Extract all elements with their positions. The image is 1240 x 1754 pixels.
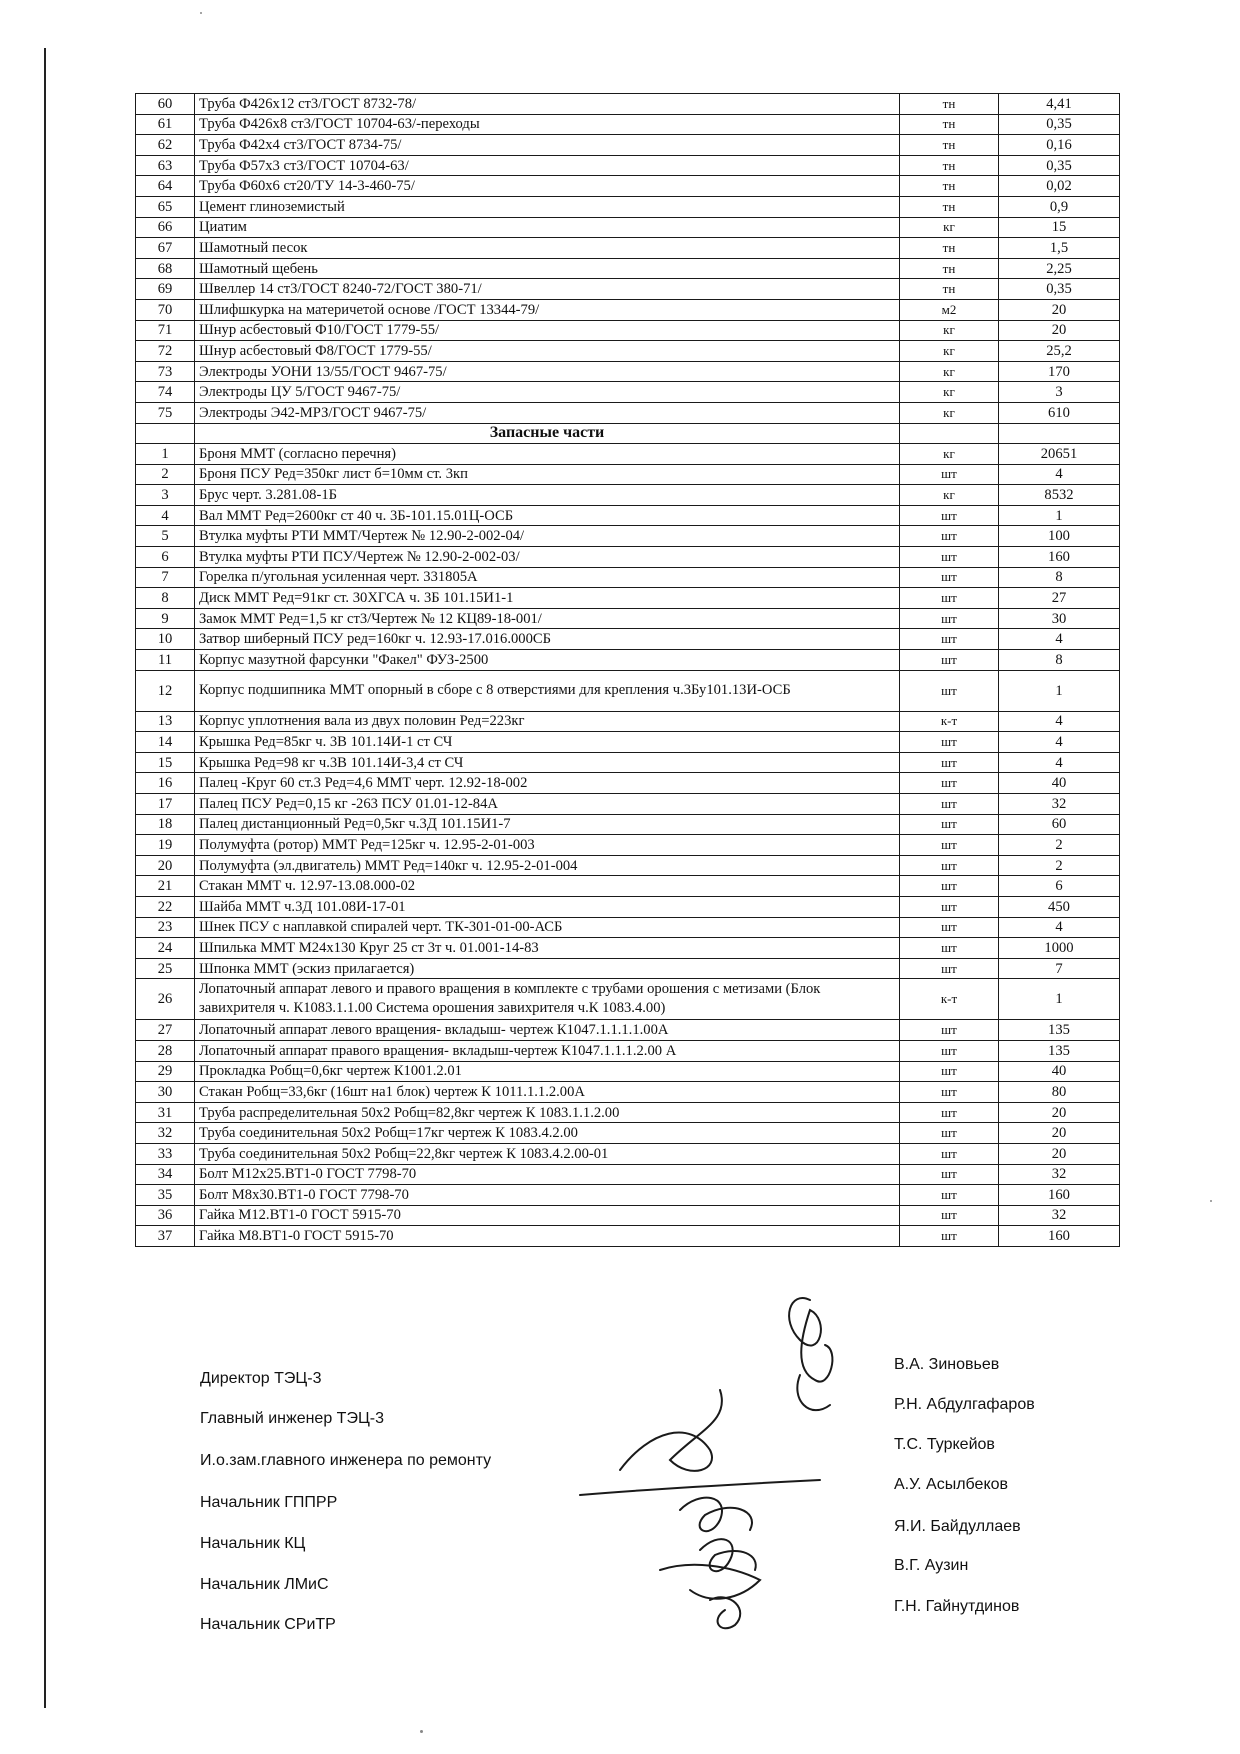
table-row <box>136 258 1120 279</box>
table-row <box>136 1020 1120 1041</box>
materials-table-body <box>136 94 1120 1247</box>
item-quantity: 27 <box>999 588 1120 609</box>
row-number: 69 <box>136 279 195 300</box>
table-row <box>136 155 1120 176</box>
table-row <box>136 217 1120 238</box>
row-number: 26 <box>136 979 195 1020</box>
item-quantity: 4 <box>999 752 1120 773</box>
item-unit: шт <box>900 814 999 835</box>
item-unit: шт <box>900 752 999 773</box>
item-unit: шт <box>900 773 999 794</box>
item-name: Лопаточный аппарат левого и правого вращения в комплекте с трубами орошения с метизами (Блок завихрителя ч. К1083.1.1.00 Система орошения завихрителя ч.К 1083.4.00) <box>195 979 900 1020</box>
item-quantity: 0,35 <box>999 114 1120 135</box>
item-unit: кг <box>900 361 999 382</box>
row-number: 65 <box>136 196 195 217</box>
table-row <box>136 94 1120 115</box>
item-quantity: 25,2 <box>999 341 1120 362</box>
table-row <box>136 711 1120 732</box>
item-quantity: 160 <box>999 547 1120 568</box>
row-number: 12 <box>136 670 195 711</box>
item-quantity: 1,5 <box>999 238 1120 259</box>
item-unit: шт <box>900 938 999 959</box>
item-name: Лопаточный аппарат левого вращения- вкладыш- чертеж К1047.1.1.1.1.00А <box>195 1020 900 1041</box>
item-name: Броня ММТ (согласно перечня) <box>195 444 900 465</box>
item-unit: кг <box>900 382 999 403</box>
item-name: Палец ПСУ Ред=0,15 кг -263 ПСУ 01.01-12-84А <box>195 794 900 815</box>
item-name: Полумуфта (эл.двигатель) ММТ Ред=140кг ч. 12.95-2-01-004 <box>195 855 900 876</box>
item-unit: шт <box>900 650 999 671</box>
table-row <box>136 732 1120 753</box>
item-quantity: 4 <box>999 917 1120 938</box>
item-unit: тн <box>900 114 999 135</box>
table-row <box>136 299 1120 320</box>
item-quantity: 1 <box>999 670 1120 711</box>
item-unit: шт <box>900 608 999 629</box>
row-number: 30 <box>136 1082 195 1103</box>
row-number: 74 <box>136 382 195 403</box>
item-quantity: 450 <box>999 896 1120 917</box>
row-number: 20 <box>136 855 195 876</box>
item-quantity: 1 <box>999 979 1120 1020</box>
item-quantity: 4,41 <box>999 94 1120 115</box>
row-number: 13 <box>136 711 195 732</box>
table-row <box>136 279 1120 300</box>
item-name: Швеллер 14 ст3/ГОСТ 8240-72/ГОСТ 380-71/ <box>195 279 900 300</box>
item-name: Труба Ф426х12 ст3/ГОСТ 8732-78/ <box>195 94 900 115</box>
item-quantity: 20 <box>999 299 1120 320</box>
table-row <box>136 958 1120 979</box>
item-unit: шт <box>900 505 999 526</box>
item-quantity: 32 <box>999 1205 1120 1226</box>
scan-speck <box>1210 1200 1212 1202</box>
item-name: Болт М12х25.ВТ1-0 ГОСТ 7798-70 <box>195 1164 900 1185</box>
item-quantity: 4 <box>999 732 1120 753</box>
item-unit: шт <box>900 1185 999 1206</box>
table-row <box>136 1123 1120 1144</box>
table-row <box>136 114 1120 135</box>
item-name: Гайка М12.ВТ1-0 ГОСТ 5915-70 <box>195 1205 900 1226</box>
item-name: Труба Ф60х6 ст20/ТУ 14-3-460-75/ <box>195 176 900 197</box>
table-row <box>136 1040 1120 1061</box>
table-row <box>136 938 1120 959</box>
item-name: Палец -Круг 60 ст.3 Ред=4,6 ММТ черт. 12.92-18-002 <box>195 773 900 794</box>
item-name: Броня ПСУ Ред=350кг лист б=10мм ст. 3кп <box>195 464 900 485</box>
item-quantity: 8532 <box>999 485 1120 506</box>
item-name: Шнек ПСУ с наплавкой спиралей черт. ТК-301-01-00-АСБ <box>195 917 900 938</box>
item-quantity: 135 <box>999 1020 1120 1041</box>
item-quantity: 0,16 <box>999 135 1120 156</box>
signatory-title: Начальник ЛМиС <box>200 1576 329 1593</box>
table-row <box>136 794 1120 815</box>
table-row <box>136 588 1120 609</box>
item-unit: шт <box>900 1020 999 1041</box>
item-name: Труба распределительная 50х2 Робщ=82,8кг чертеж К 1083.1.1.2.00 <box>195 1102 900 1123</box>
table-row <box>136 444 1120 465</box>
item-quantity: 4 <box>999 464 1120 485</box>
table-row <box>136 1164 1120 1185</box>
item-quantity: 20 <box>999 1102 1120 1123</box>
item-unit: шт <box>900 855 999 876</box>
item-name: Корпус уплотнения вала из двух половин Ред=223кг <box>195 711 900 732</box>
item-unit: тн <box>900 155 999 176</box>
item-unit: м2 <box>900 299 999 320</box>
table-row <box>136 814 1120 835</box>
item-unit: шт <box>900 629 999 650</box>
left-margin-rule <box>44 48 46 1708</box>
item-quantity: 32 <box>999 794 1120 815</box>
signatory-name: Т.С. Туркейов <box>894 1436 995 1453</box>
signatory-name: А.У. Асылбеков <box>894 1476 1009 1493</box>
row-number: 68 <box>136 258 195 279</box>
item-unit: шт <box>900 588 999 609</box>
item-quantity: 0,35 <box>999 155 1120 176</box>
row-number: 10 <box>136 629 195 650</box>
item-name: Диск ММТ Ред=91кг ст. 30ХГСА ч. 3Б 101.15И1-1 <box>195 588 900 609</box>
item-quantity: 100 <box>999 526 1120 547</box>
item-name: Горелка п/угольная усиленная черт. 331805А <box>195 567 900 588</box>
row-number: 35 <box>136 1185 195 1206</box>
item-unit: кг <box>900 341 999 362</box>
item-quantity: 160 <box>999 1185 1120 1206</box>
table-row <box>136 402 1120 423</box>
item-name: Полумуфта (ротор) ММТ Ред=125кг ч. 12.95-2-01-003 <box>195 835 900 856</box>
table-row <box>136 835 1120 856</box>
row-number: 36 <box>136 1205 195 1226</box>
row-number: 64 <box>136 176 195 197</box>
item-name: Стакан ММТ ч. 12.97-13.08.000-02 <box>195 876 900 897</box>
item-name: Электроды УОНИ 13/55/ГОСТ 9467-75/ <box>195 361 900 382</box>
item-unit: тн <box>900 94 999 115</box>
item-quantity: 0,9 <box>999 196 1120 217</box>
row-number: 27 <box>136 1020 195 1041</box>
table-row <box>136 896 1120 917</box>
signatory-name: Я.И. Байдуллаев <box>894 1518 1021 1535</box>
item-name: Брус черт. 3.281.08-1Б <box>195 485 900 506</box>
row-number: 11 <box>136 650 195 671</box>
item-quantity: 40 <box>999 1061 1120 1082</box>
row-number: 7 <box>136 567 195 588</box>
item-name: Шамотный песок <box>195 238 900 259</box>
materials-table <box>135 93 1120 1247</box>
table-row <box>136 547 1120 568</box>
item-unit: шт <box>900 547 999 568</box>
signature-block <box>200 1356 1100 1633</box>
signatory-name: В.А. Зиновьев <box>894 1356 1000 1373</box>
item-name: Вал ММТ Ред=2600кг ст 40 ч. 3Б-101.15.01Ц-ОСБ <box>195 505 900 526</box>
table-row <box>136 341 1120 362</box>
item-name: Электроды Э42-МРЗ/ГОСТ 9467-75/ <box>195 402 900 423</box>
row-number: 18 <box>136 814 195 835</box>
table-row <box>136 238 1120 259</box>
item-unit: шт <box>900 1102 999 1123</box>
item-unit: шт <box>900 1061 999 1082</box>
item-quantity: 4 <box>999 711 1120 732</box>
item-quantity: 30 <box>999 608 1120 629</box>
item-quantity: 0,02 <box>999 176 1120 197</box>
item-name: Труба Ф42х4 ст3/ГОСТ 8734-75/ <box>195 135 900 156</box>
signatory-title: Начальник ГППРР <box>200 1494 338 1511</box>
row-number: 2 <box>136 464 195 485</box>
item-unit: тн <box>900 258 999 279</box>
item-name: Труба соединительная 50х2 Робщ=17кг чертеж К 1083.4.2.00 <box>195 1123 900 1144</box>
item-unit: шт <box>900 876 999 897</box>
row-number: 22 <box>136 896 195 917</box>
signatory-title: Начальник КЦ <box>200 1535 306 1552</box>
signatory-title: И.о.зам.главного инженера по ремонту <box>200 1452 492 1469</box>
row-number: 31 <box>136 1102 195 1123</box>
item-name: Корпус подшипника ММТ опорный в сборе с 8 отверстиями для крепления ч.3Бу101.13И-ОСБ <box>195 670 900 711</box>
item-quantity: 8 <box>999 567 1120 588</box>
item-quantity: 60 <box>999 814 1120 835</box>
item-name: Палец дистанционный Ред=0,5кг ч.3Д 101.15И1-7 <box>195 814 900 835</box>
item-quantity: 20 <box>999 1143 1120 1164</box>
item-quantity: 170 <box>999 361 1120 382</box>
row-number: 67 <box>136 238 195 259</box>
item-quantity: 6 <box>999 876 1120 897</box>
row-number: 8 <box>136 588 195 609</box>
item-name: Корпус мазутной фарсунки "Факел" ФУЗ-2500 <box>195 650 900 671</box>
row-number: 66 <box>136 217 195 238</box>
item-name: Гайка М8.ВТ1-0 ГОСТ 5915-70 <box>195 1226 900 1247</box>
item-name: Крышка Ред=85кг ч. 3В 101.14И-1 ст СЧ <box>195 732 900 753</box>
table-row <box>136 320 1120 341</box>
item-quantity: 610 <box>999 402 1120 423</box>
row-number: 6 <box>136 547 195 568</box>
item-unit: шт <box>900 1205 999 1226</box>
row-number: 28 <box>136 1040 195 1061</box>
table-row <box>136 464 1120 485</box>
table-row <box>136 196 1120 217</box>
table-row <box>136 752 1120 773</box>
table-row <box>136 629 1120 650</box>
item-name: Втулка муфты РТИ ММТ/Чертеж № 12.90-2-002-04/ <box>195 526 900 547</box>
row-number: 24 <box>136 938 195 959</box>
item-unit: шт <box>900 567 999 588</box>
row-number: 72 <box>136 341 195 362</box>
item-unit: шт <box>900 958 999 979</box>
item-quantity: 2 <box>999 835 1120 856</box>
row-number: 23 <box>136 917 195 938</box>
item-unit: кг <box>900 217 999 238</box>
item-unit: тн <box>900 176 999 197</box>
item-quantity: 32 <box>999 1164 1120 1185</box>
item-quantity: 135 <box>999 1040 1120 1061</box>
table-row <box>136 361 1120 382</box>
item-quantity: 2 <box>999 855 1120 876</box>
table-row <box>136 1185 1120 1206</box>
item-quantity: 80 <box>999 1082 1120 1103</box>
row-number: 32 <box>136 1123 195 1144</box>
row-number: 17 <box>136 794 195 815</box>
item-name: Шамотный щебень <box>195 258 900 279</box>
table-row <box>136 650 1120 671</box>
item-unit: шт <box>900 732 999 753</box>
section-heading-row <box>136 423 1120 444</box>
item-name: Труба Ф57х3 ст3/ГОСТ 10704-63/ <box>195 155 900 176</box>
row-number: 71 <box>136 320 195 341</box>
item-quantity: 160 <box>999 1226 1120 1247</box>
item-unit: тн <box>900 196 999 217</box>
item-name: Шпилька ММТ М24х130 Круг 25 ст 3т ч. 01.001-14-83 <box>195 938 900 959</box>
item-quantity: 2,25 <box>999 258 1120 279</box>
table-row <box>136 608 1120 629</box>
row-number: 61 <box>136 114 195 135</box>
table-row <box>136 567 1120 588</box>
signatory-name: Г.Н. Гайнутдинов <box>894 1598 1020 1615</box>
scan-speck <box>420 1730 423 1733</box>
table-row <box>136 670 1120 711</box>
item-name: Электроды ЦУ 5/ГОСТ 9467-75/ <box>195 382 900 403</box>
item-unit: к-т <box>900 711 999 732</box>
table-row <box>136 1102 1120 1123</box>
item-quantity: 1000 <box>999 938 1120 959</box>
item-unit: тн <box>900 238 999 259</box>
item-quantity: 20651 <box>999 444 1120 465</box>
item-quantity: 3 <box>999 382 1120 403</box>
table-row <box>136 1082 1120 1103</box>
item-name: Стакан Робщ=33,6кг (16шт на1 блок) чертеж К 1011.1.1.2.00А <box>195 1082 900 1103</box>
row-number: 34 <box>136 1164 195 1185</box>
row-number: 70 <box>136 299 195 320</box>
item-unit: шт <box>900 464 999 485</box>
item-name: Труба Ф426х8 ст3/ГОСТ 10704-63/-переходы <box>195 114 900 135</box>
item-unit: тн <box>900 279 999 300</box>
item-unit: шт <box>900 1040 999 1061</box>
row-number: 62 <box>136 135 195 156</box>
table-row <box>136 135 1120 156</box>
row-number: 16 <box>136 773 195 794</box>
item-name: Цемент глиноземистый <box>195 196 900 217</box>
item-quantity: 4 <box>999 629 1120 650</box>
item-name: Крышка Ред=98 кг ч.3В 101.14И-3,4 ст СЧ <box>195 752 900 773</box>
row-number: 3 <box>136 485 195 506</box>
item-quantity: 40 <box>999 773 1120 794</box>
signatory-title: Директор ТЭЦ-3 <box>200 1370 322 1387</box>
table-row <box>136 855 1120 876</box>
table-row <box>136 526 1120 547</box>
signatory-name: В.Г. Аузин <box>894 1557 969 1574</box>
item-quantity: 20 <box>999 320 1120 341</box>
item-name: Втулка муфты РТИ ПСУ/Чертеж № 12.90-2-002-03/ <box>195 547 900 568</box>
table-row <box>136 505 1120 526</box>
item-name: Прокладка Робщ=0,6кг чертеж К1001.2.01 <box>195 1061 900 1082</box>
item-unit: к-т <box>900 979 999 1020</box>
item-name: Лопаточный аппарат правого вращения- вкладыш-чертеж К1047.1.1.1.2.00 А <box>195 1040 900 1061</box>
item-name: Шайба ММТ ч.3Д 101.08И-17-01 <box>195 896 900 917</box>
row-number: 5 <box>136 526 195 547</box>
row-number: 60 <box>136 94 195 115</box>
table-row <box>136 1143 1120 1164</box>
row-number: 1 <box>136 444 195 465</box>
row-number: 33 <box>136 1143 195 1164</box>
table-row <box>136 773 1120 794</box>
item-quantity: 0,35 <box>999 279 1120 300</box>
table-row <box>136 1226 1120 1247</box>
table-row <box>136 1061 1120 1082</box>
item-unit: шт <box>900 1123 999 1144</box>
item-quantity: 1 <box>999 505 1120 526</box>
empty-cell <box>900 423 999 444</box>
row-number: 14 <box>136 732 195 753</box>
row-number: 73 <box>136 361 195 382</box>
row-number: 4 <box>136 505 195 526</box>
item-unit: тн <box>900 135 999 156</box>
section-heading: Запасные части <box>195 423 900 444</box>
item-unit: шт <box>900 896 999 917</box>
empty-cell <box>136 423 195 444</box>
item-name: Замок ММТ Ред=1,5 кг ст3/Чертеж № 12 КЦ89-18-001/ <box>195 608 900 629</box>
item-name: Шпонка ММТ (эскиз прилагается) <box>195 958 900 979</box>
table-row <box>136 876 1120 897</box>
item-unit: шт <box>900 835 999 856</box>
item-unit: кг <box>900 444 999 465</box>
row-number: 21 <box>136 876 195 897</box>
item-name: Затвор шиберный ПСУ ред=160кг ч. 12.93-17.016.000СБ <box>195 629 900 650</box>
item-name: Шлифшкурка на материчетой основе /ГОСТ 13344-79/ <box>195 299 900 320</box>
row-number: 29 <box>136 1061 195 1082</box>
signatory-title: Главный инженер ТЭЦ-3 <box>200 1410 385 1427</box>
empty-cell <box>999 423 1120 444</box>
table-row <box>136 485 1120 506</box>
item-quantity: 7 <box>999 958 1120 979</box>
item-unit: шт <box>900 1082 999 1103</box>
item-name: Болт М8х30.ВТ1-0 ГОСТ 7798-70 <box>195 1185 900 1206</box>
row-number: 37 <box>136 1226 195 1247</box>
item-unit: шт <box>900 917 999 938</box>
table-row <box>136 176 1120 197</box>
item-quantity: 15 <box>999 217 1120 238</box>
table-row <box>136 917 1120 938</box>
item-quantity: 20 <box>999 1123 1120 1144</box>
item-unit: шт <box>900 526 999 547</box>
item-unit: шт <box>900 794 999 815</box>
item-quantity: 8 <box>999 650 1120 671</box>
item-unit: шт <box>900 1164 999 1185</box>
row-number: 75 <box>136 402 195 423</box>
item-name: Шнур асбестовый Ф8/ГОСТ 1779-55/ <box>195 341 900 362</box>
item-name: Труба соединительная 50х2 Робщ=22,8кг чертеж К 1083.4.2.00-01 <box>195 1143 900 1164</box>
row-number: 25 <box>136 958 195 979</box>
row-number: 63 <box>136 155 195 176</box>
item-unit: кг <box>900 485 999 506</box>
row-number: 19 <box>136 835 195 856</box>
row-number: 15 <box>136 752 195 773</box>
row-number: 9 <box>136 608 195 629</box>
table-row <box>136 1205 1120 1226</box>
signatory-title: Начальник СРиТР <box>200 1616 336 1633</box>
table-row <box>136 382 1120 403</box>
item-unit: кг <box>900 320 999 341</box>
item-name: Циатим <box>195 217 900 238</box>
item-unit: кг <box>900 402 999 423</box>
item-unit: шт <box>900 670 999 711</box>
item-unit: шт <box>900 1226 999 1247</box>
signatory-name: Р.Н. Абдулгафаров <box>894 1396 1035 1413</box>
item-name: Шнур асбестовый Ф10/ГОСТ 1779-55/ <box>195 320 900 341</box>
table-row <box>136 979 1120 1020</box>
scan-speck <box>200 12 202 14</box>
item-unit: шт <box>900 1143 999 1164</box>
